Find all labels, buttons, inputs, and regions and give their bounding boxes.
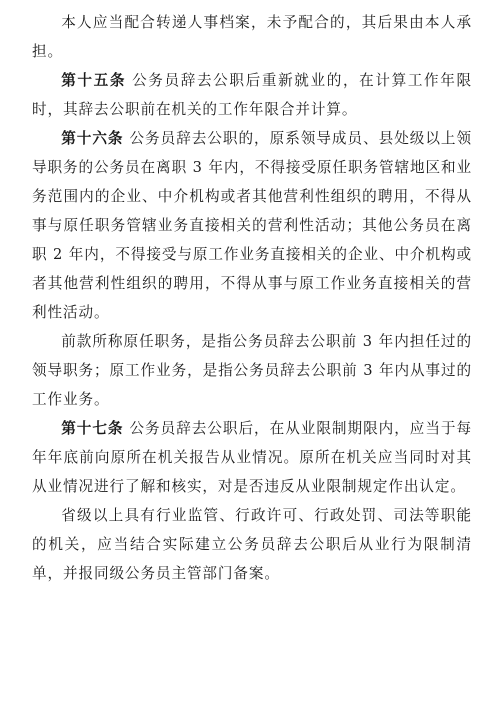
paragraph-text: 公务员辞去公职后重新就业的，在计算工作年限时，其辞去公职前在机关的工作年限合并计算。 (32, 72, 472, 118)
paragraph-archive-transfer (32, 8, 472, 66)
article-heading: 第十六条 (61, 130, 124, 147)
paragraph-text: 省级以上具有行业监管、行政许可、行政处罚、司法等职能的机关，应当结合实际建立公务员辞去公职后从业行为限制清单，并报同级公务员主管部门备案。 (32, 507, 472, 582)
article-17 (32, 414, 472, 501)
paragraph-text: 公务员辞去公职后，在从业限制期限内，应当于每年年底前向原所在机关报告从业情况。原所在机关应当同时对其从业情况进行了解和核实，对是否违反从业限制规定作出认定。 (32, 420, 472, 495)
paragraph-text: 本人应当配合转递人事档案，未予配合的，其后果由本人承担。 (32, 14, 472, 60)
article-17-clause-2 (32, 501, 472, 588)
paragraph-text: 公务员辞去公职的，原系领导成员、县处级以上领导职务的公务员在离职 3 年内，不得接受原任职务管辖地区和业务范围内的企业、中介机构或者其他营利性组织的聘用，不得从事与原任职务管辖业务直接相关的营利性活动；其他公务员在离职 2 年内，不得接受与原工作业务直接相关的企业、中介机构或者其他营利性组织的聘用，不得从事与原工作业务直接相关的营利性活动。 (32, 130, 472, 321)
article-16-clause-2 (32, 327, 472, 414)
article-15 (32, 66, 472, 124)
paragraph-text: 前款所称原任职务，是指公务员辞去公职前 3 年内担任过的领导职务；原工作业务，是指公务员辞去公职前 3 年内从事过的工作业务。 (32, 333, 472, 408)
article-16 (32, 124, 472, 327)
article-heading: 第十五条 (61, 72, 127, 89)
article-heading: 第十七条 (61, 420, 124, 437)
document-page (32, 8, 472, 588)
